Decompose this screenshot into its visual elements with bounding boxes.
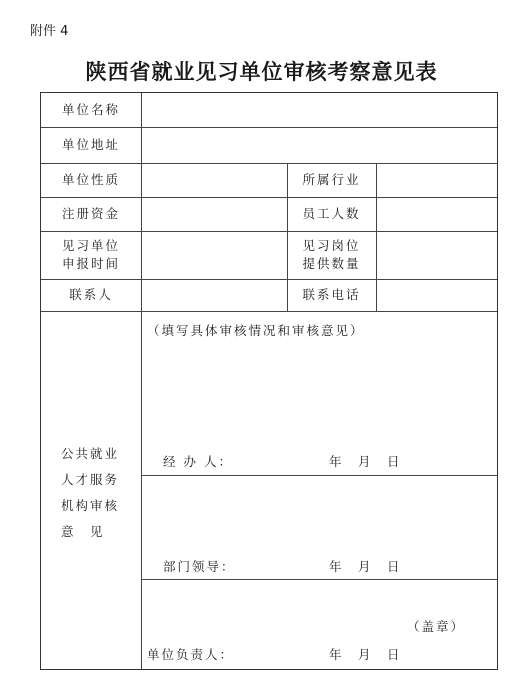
review-section-label-line: 机构审核 xyxy=(61,498,120,513)
review-section-label-line: 意 见 xyxy=(61,524,105,539)
phone-label: 联系电话 xyxy=(302,287,361,302)
review-form-table xyxy=(40,92,498,670)
column-divider xyxy=(376,163,377,311)
review-instruction: （填写具体审核情况和审核意见） xyxy=(147,323,365,338)
unit-nature-label: 单位性质 xyxy=(61,172,120,187)
position-count-label: 见习岗位 提供数量 xyxy=(302,238,361,271)
section-divider xyxy=(141,475,497,476)
unit-address-label: 单位地址 xyxy=(61,137,120,152)
attachment-label: 附件 4 xyxy=(30,24,69,39)
review-section-label-line: 公共就业 xyxy=(61,446,120,461)
review-section-label xyxy=(61,441,119,545)
section-divider xyxy=(141,579,497,580)
contact-label: 联系人 xyxy=(69,287,113,302)
industry-label: 所属行业 xyxy=(302,172,361,187)
unit-head-date: 年 月 日 xyxy=(329,647,402,662)
review-section-label-line: 人才服务 xyxy=(61,472,120,487)
handler-label: 经 办 人： xyxy=(163,454,233,469)
handler-date: 年 月 日 xyxy=(329,454,402,469)
column-divider xyxy=(141,93,142,669)
unit-name-label: 单位名称 xyxy=(61,102,120,117)
dept-leader-label: 部门领导： xyxy=(163,559,236,574)
row-divider xyxy=(41,311,497,312)
report-time-label: 见习单位 申报时间 xyxy=(61,238,120,271)
seal-label: （盖章） xyxy=(407,619,466,634)
page-title: 陕西省就业见习单位审核考察意见表 xyxy=(85,59,438,84)
unit-head-label: 单位负责人： xyxy=(147,647,235,662)
registered-capital-label: 注册资金 xyxy=(61,206,120,221)
employee-count-label: 员工人数 xyxy=(302,206,361,221)
dept-leader-date: 年 月 日 xyxy=(329,559,402,574)
